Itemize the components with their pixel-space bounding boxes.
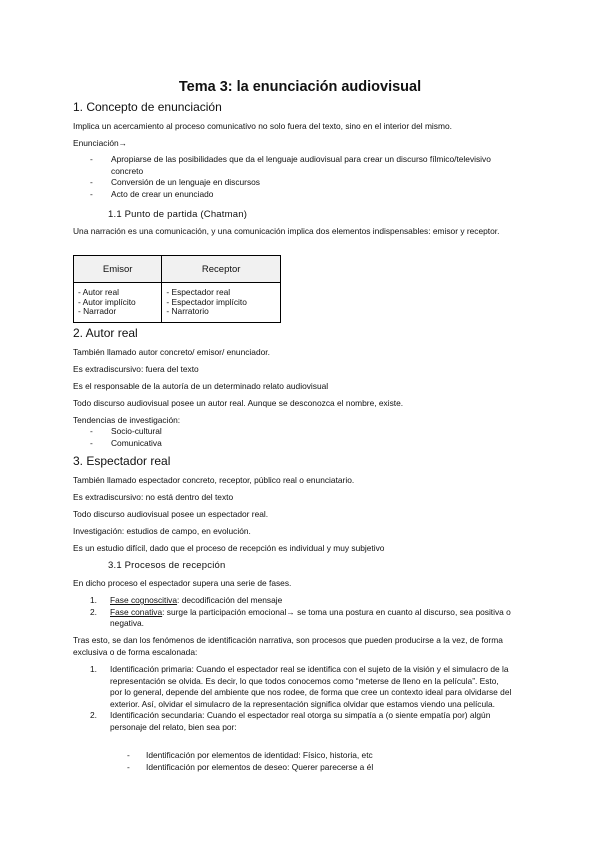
table-header-receptor: Receptor (162, 256, 281, 283)
list-item (73, 664, 513, 710)
table-cell-emisor (74, 283, 162, 323)
section-1-heading: 1. Concepto de enunciación (73, 100, 222, 114)
list-item: - Identificación por elementos de identidad: Físico, historia, etc (73, 750, 513, 762)
s2-paragraph-2: Es extradiscursivo: fuera del texto (73, 364, 199, 374)
s1-bullet-list (73, 154, 513, 200)
table-cell-line: - Espectador real (166, 287, 231, 297)
table-cell-receptor (162, 283, 281, 323)
subsection-3-1-heading: 3.1 Procesos de recepción (108, 560, 226, 571)
s1-paragraph-2: Enunciación→ (73, 138, 128, 148)
list-item (73, 710, 513, 733)
s1-paragraph-1: Implica un acercamiento al proceso comunicativo no solo fuera del texto, sino en el interior del mismo. (73, 121, 452, 131)
emisor-receptor-table (73, 255, 281, 323)
section-3-heading: 3. Espectador real (73, 454, 171, 468)
s3-paragraph-5: Es un estudio difícil, dado que el proceso de recepción es individual y muy subjetivo (73, 543, 385, 553)
list-item: - Socio-cultural (73, 426, 513, 438)
list-item (73, 607, 513, 630)
ident-text: Identificación primaria: Cuando el espectador real se identifica con el sujeto de la visión y el simulacro de la representación se olvida. Es decir, lo que todos conocemos como “meterse de lleno en la película”. Esto, por lo general, depende del ambiente que nos rodee, de forma que cree un contexto ideal para olvidarse del exterior. Así, olvidar el simulacro de la representación significa olvidar que estamos viendo una película. (110, 664, 512, 709)
table-cell-line: - Espectador implícito (166, 296, 247, 307)
phase-label: Fase conativa (110, 606, 163, 617)
list-item: - Acto de crear un enunciado (73, 189, 513, 201)
s2-paragraph-1: También llamado autor concreto/ emisor/ enunciador. (73, 347, 270, 357)
list-item: - Conversión de un lenguaje en discursos (73, 177, 513, 189)
list-item: - Apropiarse de las posibilidades que da el lenguaje audiovisual para crear un discurso fílmico/televisivo concreto (73, 154, 513, 177)
list-number: 2. (90, 710, 97, 720)
s3-1-paragraph-2: Tras esto, se dan los fenómenos de identificación narrativa, son procesos que pueden producirse a la vez, de forma exclusiva o de forma escalonada: (73, 635, 503, 657)
table-cell-line: - Narratorio (166, 306, 209, 316)
table-cell-line: - Narrador (78, 306, 117, 316)
table-header-emisor: Emisor (74, 256, 162, 283)
list-number: 1. (90, 595, 97, 605)
s3-paragraph-1: También llamado espectador concreto, receptor, público real o enunciatario. (73, 475, 355, 485)
ident-text: Identificación secundaria: Cuando el espectador real otorga su simpatía a (o siente empatía por) algún personaje del relato, bien sea por: (110, 710, 491, 732)
s3-paragraph-3: Todo discurso audiovisual posee un espectador real. (73, 509, 269, 519)
s3-paragraph-2: Es extradiscursivo: no está dentro del texto (73, 492, 234, 502)
identification-sub-list (73, 750, 513, 773)
s2-paragraph-4: Todo discurso audiovisual posee un autor real. Aunque se desconozca el nombre, existe. (73, 398, 404, 408)
phase-text: : surge la participación emocional→ se toma una postura en cuanto al discurso, sea positiva o negativa. (110, 606, 511, 628)
list-number: 2. (90, 606, 97, 617)
s2-bullet-list (73, 426, 513, 449)
table-cell-line: - Autor implícito (78, 296, 136, 307)
list-number: 1. (90, 664, 97, 674)
list-item: - Identificación por elementos de deseo: Querer parecerse a él (73, 762, 513, 774)
document-title: Tema 3: la enunciación audiovisual (178, 79, 422, 95)
table-cell-line: - Autor real (78, 287, 119, 297)
list-item (73, 595, 513, 607)
s1-1-paragraph: Una narración es una comunicación, y una comunicación implica dos elementos indispensables: emisor y receptor. (73, 226, 500, 236)
phases-list (73, 595, 513, 630)
identification-list (73, 664, 513, 733)
s2-paragraph-5: Tendencias de investigación: (73, 415, 181, 425)
phase-text: : decodificación del mensaje (177, 595, 283, 605)
section-2-heading: 2. Autor real (73, 326, 138, 340)
phase-label: Fase cognoscitiva (110, 595, 178, 605)
subsection-1-1-heading: 1.1 Punto de partida (Chatman) (108, 209, 248, 220)
s3-paragraph-4: Investigación: estudios de campo, en evolución. (73, 526, 251, 536)
list-item: - Comunicativa (73, 438, 513, 450)
s2-paragraph-3: Es el responsable de la autoría de un determinado relato audiovisual (73, 381, 329, 391)
s3-1-paragraph-1: En dicho proceso el espectador supera una serie de fases. (73, 578, 292, 588)
